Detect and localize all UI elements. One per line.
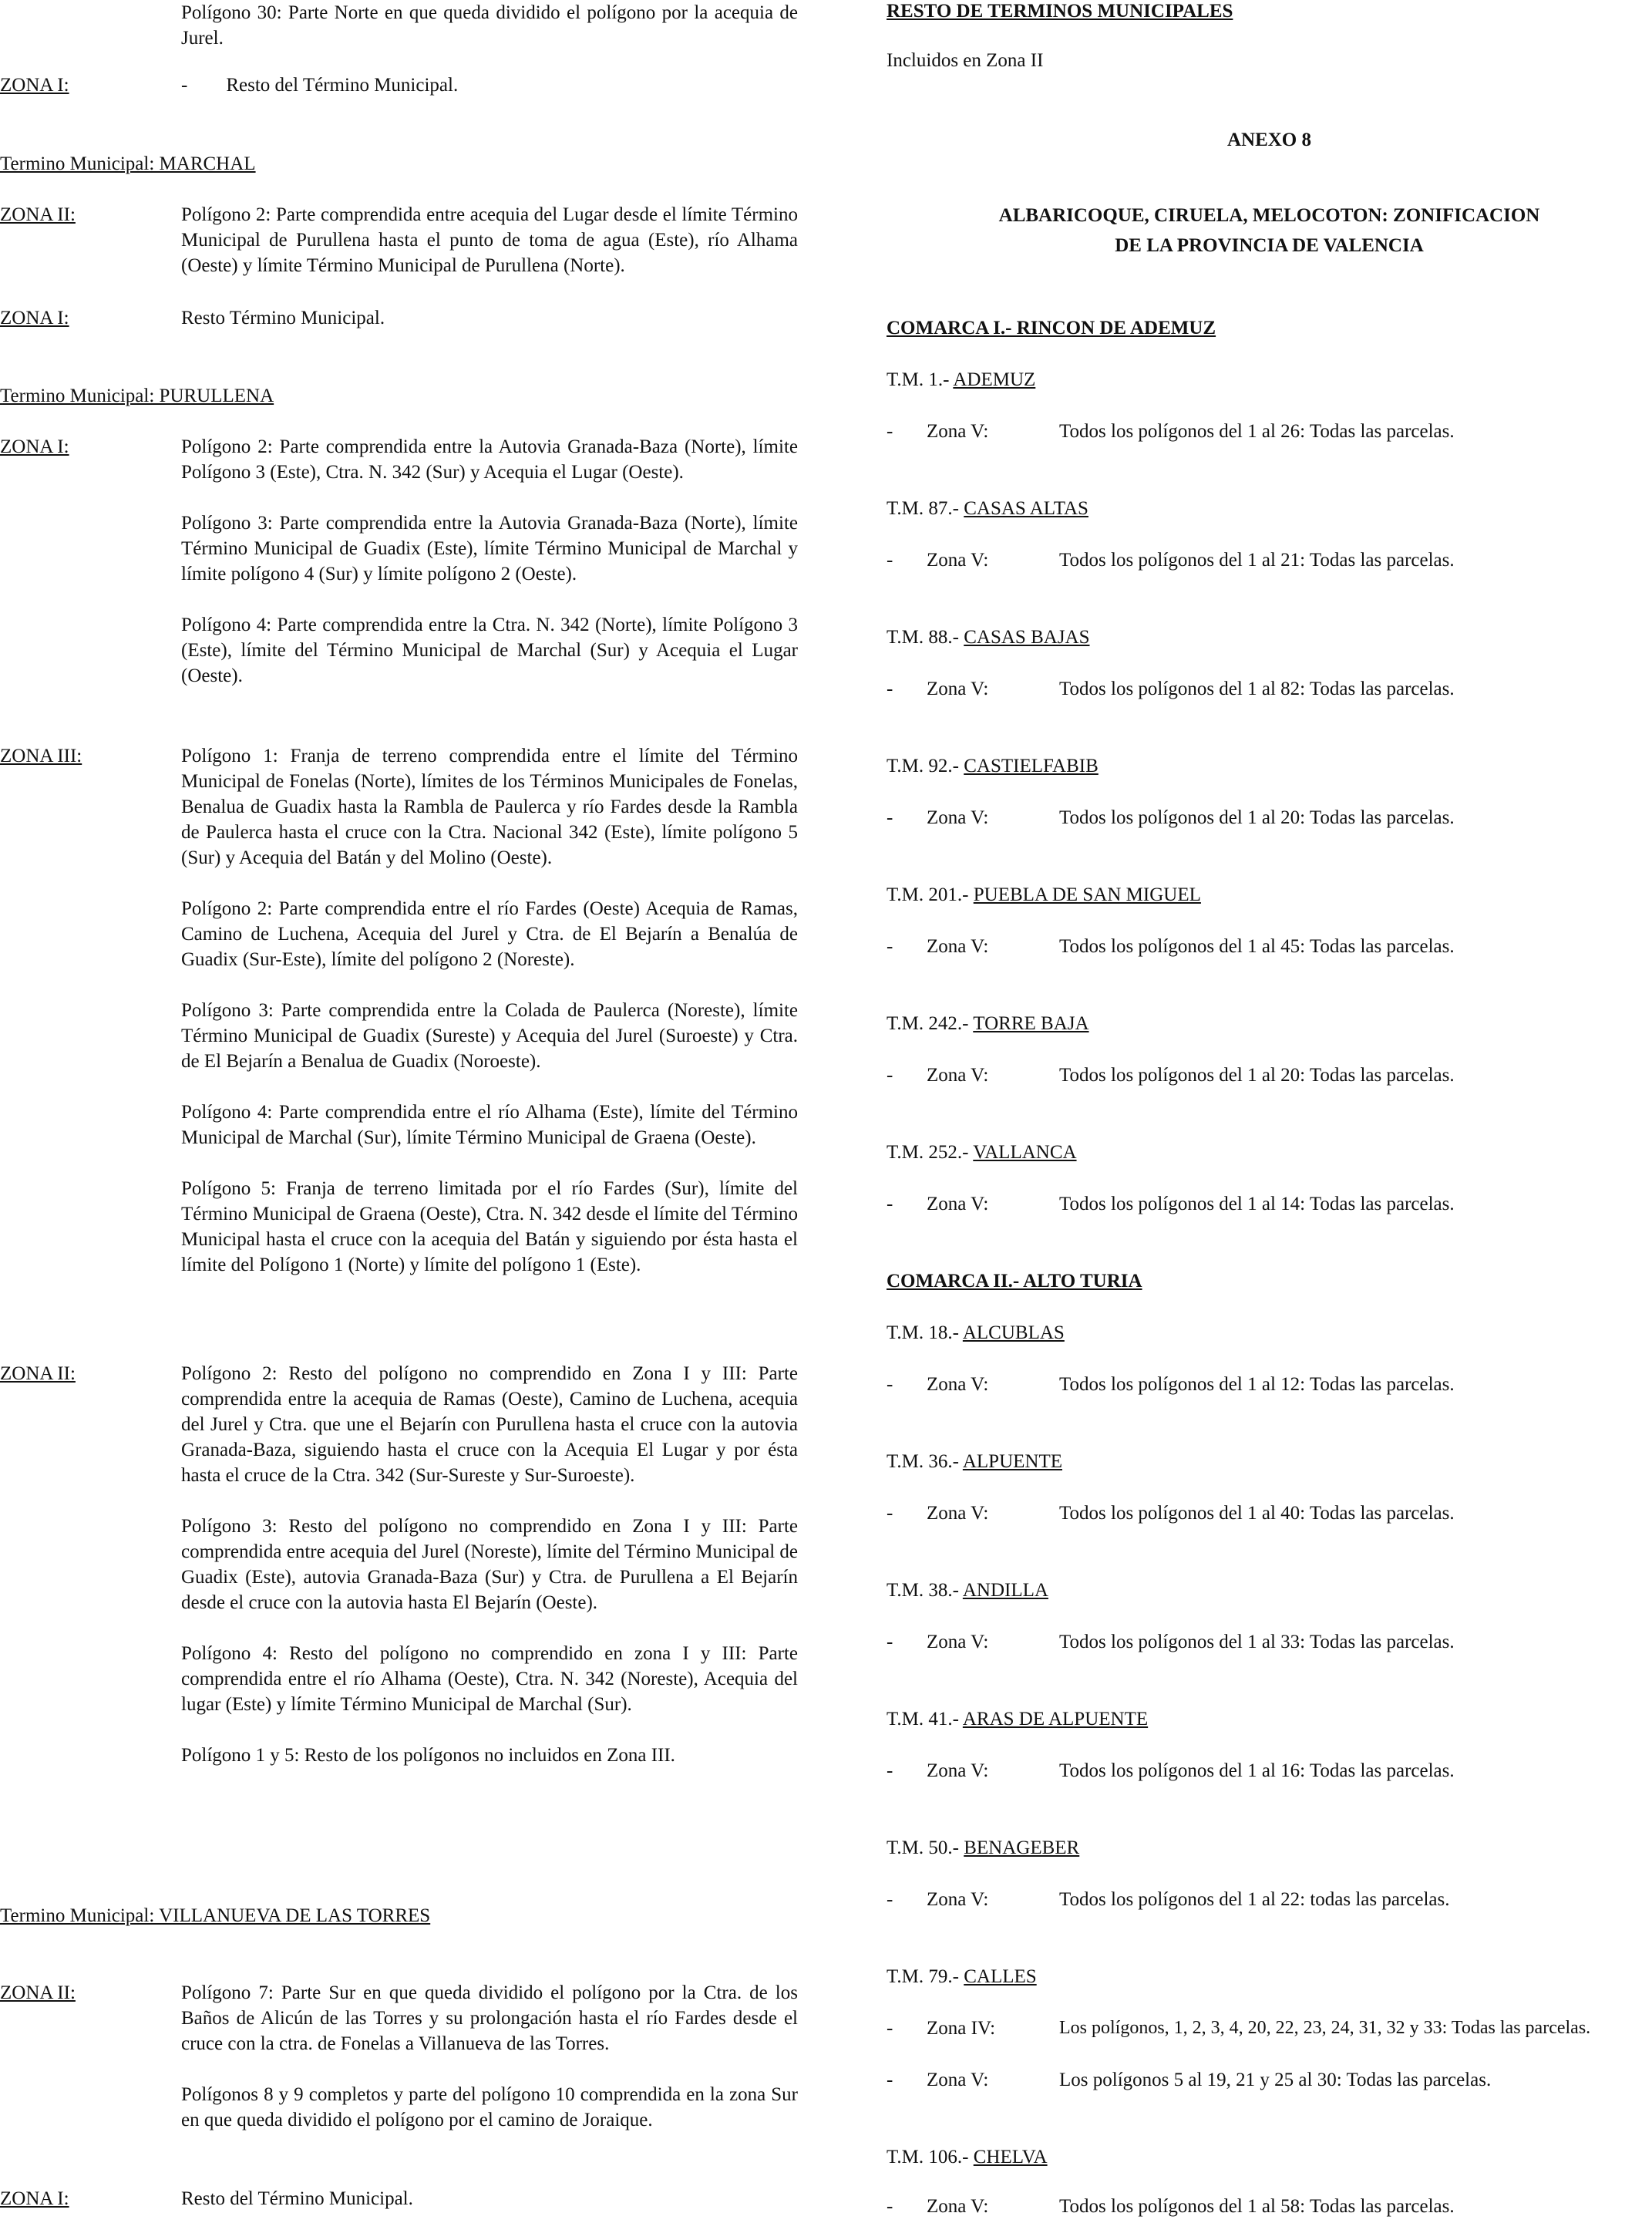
entry-zone: Zona V:	[927, 1503, 989, 1524]
list-dash: -	[887, 807, 893, 828]
entry-zone: Zona V:	[927, 421, 989, 442]
list-dash: -	[887, 2018, 893, 2039]
municipio-prefix: T.M. 18.-	[887, 1322, 963, 1343]
municipio-name: ANDILLA	[962, 1580, 1048, 1601]
entry-text: Todos los polígonos del 1 al 33: Todas las parcelas.	[1059, 1632, 1455, 1652]
paragraph: Polígono 1: Franja de terreno comprendida entre el límite del Término Municipal de Fonelas (Norte), límites de los Términos Municipales de Fonelas, Benalua de Guadix hasta la Rambla de Paulerca y río Fardes desde la Rambla de Paulerca hasta el cruce con la Ctra. Nacional 342 (Este), límite polígono 5 (Sur) y Acequia del Batán y del Molino (Oeste).	[181, 746, 798, 868]
entry-zone: Zona V:	[927, 1065, 989, 1086]
comarca-heading: COMARCA I.- RINCON DE ADEMUZ	[887, 318, 1216, 339]
paragraph: Polígono 30: Parte Norte en que queda dividido el polígono por la acequia de Jurel.	[181, 2, 798, 49]
paragraph: Polígono 3: Parte comprendida entre la Colada de Paulerca (Noreste), límite Término Municipal de Guadix (Sureste) y Acequia del Jurel (Suroeste) y Ctra. de El Bejarín a Benalua de Guadix (Noroeste).	[181, 1000, 798, 1072]
entry-text: Todos los polígonos del 1 al 16: Todas las parcelas.	[1059, 1760, 1455, 1781]
entry-text: Los polígonos, 1, 2, 3, 4, 20, 22, 23, 24, 31, 32 y 33: Todas las parcelas.	[1059, 2018, 1591, 2038]
entry-text: Todos los polígonos del 1 al 45: Todas las parcelas.	[1059, 936, 1455, 957]
municipio-prefix: T.M. 1.-	[887, 369, 954, 390]
list-dash: -	[887, 1065, 893, 1086]
municipio-prefix: T.M. 79.-	[887, 1966, 964, 1987]
municipio-name: CASTIELFABIB	[964, 756, 1099, 776]
entry-zone: Zona V:	[927, 550, 989, 571]
entry-text: Todos los polígonos del 1 al 20: Todas las parcelas.	[1059, 807, 1455, 828]
entry-text: Todos los polígonos del 1 al 12: Todas las parcelas.	[1059, 1374, 1455, 1395]
zone-body	[181, 743, 798, 1278]
entry-zone: Zona V:	[927, 936, 989, 957]
list-dash: -	[887, 1889, 893, 1910]
entry-zone: Zona V:	[927, 679, 989, 699]
paragraph: Resto del Término Municipal.	[181, 2188, 413, 2209]
paragraph: Incluidos en Zona II	[887, 50, 1044, 71]
municipio-heading	[887, 1449, 1062, 1474]
paragraph: Resto Término Municipal.	[181, 308, 385, 328]
section-heading: RESTO DE TERMINOS MUNICIPALES	[887, 1, 1233, 22]
zone-label: ZONA III:	[0, 746, 82, 766]
comarca-heading: COMARCA II.- ALTO TURIA	[887, 1271, 1142, 1292]
paragraph: - Resto del Término Municipal.	[181, 75, 459, 96]
zone-label: ZONA I:	[0, 308, 69, 328]
annex-subtitle: DE LA PROVINCIA DE VALENCIA	[1115, 235, 1424, 256]
municipio-heading	[887, 1835, 1079, 1861]
municipio-prefix: T.M. 242.-	[887, 1013, 974, 1034]
municipio-heading	[887, 2144, 1048, 2170]
municipio-prefix: T.M. 36.-	[887, 1451, 963, 1472]
municipio-prefix: T.M. 41.-	[887, 1709, 963, 1730]
paragraph: Polígono 2: Parte comprendida entre acequia del Lugar desde el límite Término Municipal de Purullena hasta el punto de toma de agua (Este), río Alhama (Oeste) y límite Término Municipal de Purullena (Norte).	[181, 204, 798, 276]
paragraph: Polígono 7: Parte Sur en que queda dividido el polígono por la Ctra. de los Baños de Alicún de las Torres y su prolongación hasta el río Fardes desde el cruce con la ctra. de Fonelas a Villanueva de las Torres.	[181, 1982, 798, 2054]
entry-text: Todos los polígonos del 1 al 40: Todas las parcelas.	[1059, 1503, 1455, 1524]
entry-text: Los polígonos 5 al 19, 21 y 25 al 30: Todas las parcelas.	[1059, 2070, 1492, 2090]
entry-zone: Zona IV:	[927, 2018, 996, 2039]
zone-body	[181, 305, 798, 331]
paragraph: Polígonos 8 y 9 completos y parte del polígono 10 comprendida en la zona Sur en que queda dividido el polígono por el camino de Joraique.	[181, 2084, 798, 2130]
municipio-name: CASAS BAJAS	[964, 627, 1090, 648]
entry-zone: Zona V:	[927, 1194, 989, 1214]
municipio-prefix: T.M. 92.-	[887, 756, 964, 776]
section-heading: Termino Municipal: MARCHAL	[0, 153, 256, 174]
zone-label: ZONA I:	[0, 2188, 69, 2209]
paragraph: Polígono 1 y 5: Resto de los polígonos no incluidos en Zona III.	[181, 1745, 675, 1766]
municipio-prefix: T.M. 88.-	[887, 627, 964, 648]
municipio-name: TORRE BAJA	[973, 1013, 1089, 1034]
list-dash: -	[887, 1194, 893, 1214]
municipio-name: CALLES	[964, 1966, 1037, 1987]
entry-text: Todos los polígonos del 1 al 26: Todas las parcelas.	[1059, 421, 1455, 442]
paragraph: Polígono 2: Parte comprendida entre la Autovia Granada-Baza (Norte), límite Polígono 3 (Este), Ctra. N. 342 (Sur) y Acequia el Lugar (Oeste).	[181, 436, 798, 483]
paragraph: Polígono 5: Franja de terreno limitada por el río Fardes (Sur), límite del Término Municipal de Graena (Oeste), Ctra. N. 342 desde el límite del Término Municipal hasta el cruce con la acequia del Batán y siguiendo por ésta hasta el límite del Polígono 1 (Norte) y límite del polígono 1 (Este).	[181, 1178, 798, 1275]
municipio-name: CASAS ALTAS	[964, 498, 1088, 519]
paragraph: Polígono 2: Parte comprendida entre el río Fardes (Oeste) Acequia de Ramas, Camino de Luchena, Acequia del Jurel y Ctra. de El Bejarín a Benalúa de Guadix (Sur-Este), límite del polígono 2 (Noreste).	[181, 898, 798, 970]
entry-zone: Zona V:	[927, 807, 989, 828]
entry-text: Todos los polígonos del 1 al 82: Todas las parcelas.	[1059, 679, 1455, 699]
zone-label: ZONA II:	[0, 1982, 76, 2003]
section-heading: Termino Municipal: VILLANUEVA DE LAS TORRES	[0, 1905, 431, 1926]
municipio-name: ARAS DE ALPUENTE	[962, 1709, 1149, 1730]
zone-body	[181, 1361, 798, 1768]
zone-label: ZONA I:	[0, 436, 69, 457]
municipio-heading	[887, 753, 1099, 779]
entry-zone: Zona V:	[927, 1760, 989, 1781]
municipio-heading	[887, 496, 1088, 521]
zone-body	[181, 202, 798, 278]
municipio-prefix: T.M. 252.-	[887, 1142, 974, 1163]
list-dash: -	[887, 2196, 893, 2217]
zone-body	[181, 1980, 798, 2133]
section-heading: Termino Municipal: PURULLENA	[0, 386, 274, 406]
municipio-heading	[887, 1578, 1048, 1603]
list-dash: -	[887, 2070, 893, 2090]
list-dash: -	[887, 936, 893, 957]
municipio-heading	[887, 1320, 1065, 1346]
list-dash: -	[887, 550, 893, 571]
municipio-name: ALPUENTE	[962, 1451, 1062, 1472]
municipio-prefix: T.M. 106.-	[887, 2147, 974, 2167]
annex-title: ANEXO 8	[1226, 130, 1312, 150]
municipio-name: ADEMUZ	[953, 369, 1036, 390]
entry-zone: Zona V:	[927, 1632, 989, 1652]
municipio-heading	[887, 367, 1035, 392]
zone-label: ZONA II:	[0, 1363, 76, 1384]
zone-body	[181, 72, 798, 98]
list-dash: -	[887, 1503, 893, 1524]
list-dash: -	[887, 679, 893, 699]
municipio-name: PUEBLA DE SAN MIGUEL	[973, 884, 1201, 905]
municipio-prefix: T.M. 87.-	[887, 498, 964, 519]
municipio-prefix: T.M. 50.-	[887, 1837, 964, 1858]
paragraph: Polígono 3: Resto del polígono no comprendido en Zona I y III: Parte comprendida entre acequia del Jurel (Noreste), límite del Término Municipal de Guadix (Este), autovia Granada-Baza (Sur) y Ctra. de Purullena a El Bejarín desde el cruce con la autovia hasta El Bejarín (Oeste).	[181, 1516, 798, 1613]
municipio-name: VALLANCA	[973, 1142, 1077, 1163]
municipio-heading	[887, 1140, 1077, 1165]
entry-text: Todos los polígonos del 1 al 22: todas las parcelas.	[1059, 1889, 1450, 1910]
zone-body	[181, 0, 798, 51]
entry-text: Todos los polígonos del 1 al 20: Todas las parcelas.	[1059, 1065, 1455, 1086]
paragraph: Polígono 4: Parte comprendida entre el río Alhama (Este), límite del Término Municipal de Marchal (Sur), límite Término Municipal de Graena (Oeste).	[181, 1102, 798, 1148]
municipio-heading	[887, 882, 1201, 908]
municipio-name: ALCUBLAS	[962, 1322, 1065, 1343]
entry-zone: Zona V:	[927, 2196, 989, 2217]
zone-body	[181, 2186, 798, 2211]
paragraph: Polígono 3: Parte comprendida entre la Autovia Granada-Baza (Norte), límite Término Municipal de Guadix (Este), límite Término Municipal de Marchal y límite polígono 4 (Sur) y límite polígono 2 (Oeste).	[181, 513, 798, 584]
municipio-name: CHELVA	[973, 2147, 1048, 2167]
entry-text: Todos los polígonos del 1 al 58: Todas las parcelas.	[1059, 2196, 1455, 2217]
municipio-heading	[887, 1706, 1148, 1732]
entry-zone: Zona V:	[927, 2070, 989, 2090]
entry-text: Todos los polígonos del 1 al 14: Todas las parcelas.	[1059, 1194, 1455, 1214]
annex-subtitle: ALBARICOQUE, CIRUELA, MELOCOTON: ZONIFICACION	[998, 205, 1540, 226]
zone-label: ZONA I:	[0, 75, 69, 96]
paragraph: Polígono 4: Parte comprendida entre la Ctra. N. 342 (Norte), límite Polígono 3 (Este), límite del Término Municipal de Marchal (Sur) y Acequia el Lugar (Oeste).	[181, 615, 798, 686]
municipio-prefix: T.M. 38.-	[887, 1580, 963, 1601]
municipio-prefix: T.M. 201.-	[887, 884, 974, 905]
entry-zone: Zona V:	[927, 1374, 989, 1395]
paragraph: Polígono 4: Resto del polígono no comprendido en zona I y III: Parte comprendida entre el río Alhama (Oeste), Ctra. N. 342 (Noreste), Acequia del lugar (Este) y límite Término Municipal de Marchal (Sur).	[181, 1643, 798, 1715]
zone-label: ZONA II:	[0, 204, 76, 225]
paragraph: Polígono 2: Resto del polígono no comprendido en Zona I y III: Parte comprendida entre la acequia de Ramas (Oeste), Camino de Luchena, acequia del Jurel y Ctra. que une el Bejarín con Purullena hasta el cruce con la autovia Granada-Baza, siguiendo hasta el cruce con la Acequia El Lugar y por ésta hasta el cruce de la Ctra. 342 (Sur-Sureste y Sur-Suroeste).	[181, 1363, 798, 1486]
entry-text: Todos los polígonos del 1 al 21: Todas las parcelas.	[1059, 550, 1455, 571]
list-dash: -	[887, 421, 893, 442]
entry-zone: Zona V:	[927, 1889, 989, 1910]
list-dash: -	[887, 1632, 893, 1652]
zone-body	[181, 434, 798, 689]
list-dash: -	[887, 1374, 893, 1395]
municipio-heading	[887, 625, 1090, 650]
municipio-name: BENAGEBER	[964, 1837, 1080, 1858]
list-dash: -	[887, 1760, 893, 1781]
municipio-heading	[887, 1011, 1089, 1036]
municipio-heading	[887, 1964, 1037, 1989]
